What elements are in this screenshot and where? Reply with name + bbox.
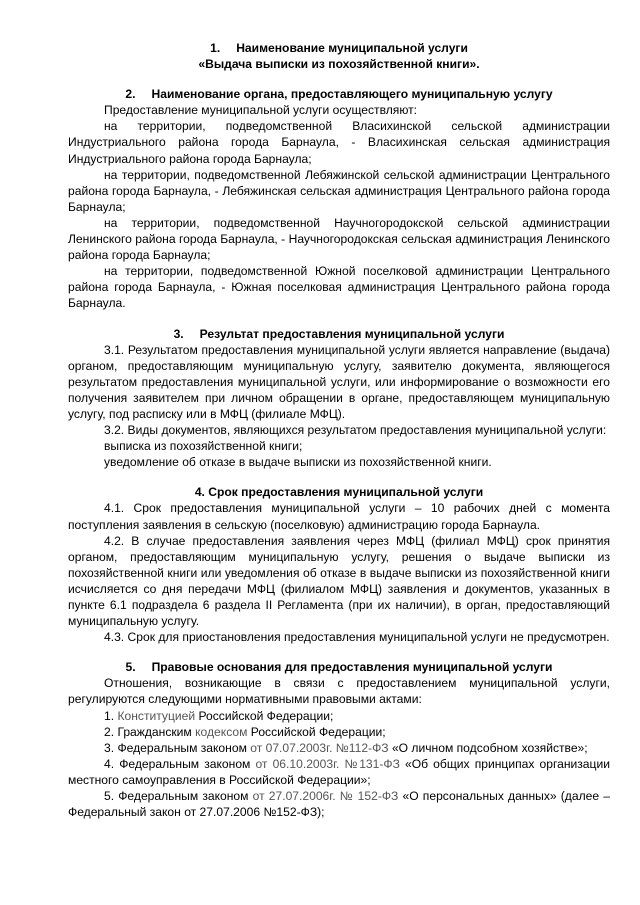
section-3-title: Результат предоставления муниципальной услуги: [199, 326, 505, 341]
result-document-item: уведомление об отказе в выдаче выписки из похозяйственной книги.: [104, 455, 492, 470]
legal-act-item: 5. Федеральным законом от 27.07.2006г. № 152-ФЗ «О персональных данных» (далее – Федеральный закон от 27.07.2006 №152-ФЗ);: [68, 789, 610, 820]
service-name: «Выдача выписки из похозяйственной книги».: [198, 57, 480, 72]
section-2-title: Наименование органа, предоставляющего муниципальную услугу: [151, 87, 553, 102]
law-152-link[interactable]: от 27.07.2006г. № 152-ФЗ: [252, 789, 399, 804]
paragraph-4-3: 4.3. Срок для приостановления предоставления муниципальной услуги не предусмотрен.: [104, 630, 610, 645]
section-1-title: Наименование муниципальной услуги: [236, 41, 468, 55]
section-3-number: 3.: [173, 326, 184, 341]
law-131-link[interactable]: от 06.10.2003г. №131-ФЗ: [255, 756, 400, 771]
document-page: [68, 40, 610, 820]
paragraph-4-1: 4.1. Срок предоставления муниципальной услуги – 10 рабочих дней с момента поступления заявления в сельскую (поселковую) администрацию города Барнаула.: [68, 501, 610, 532]
section-1-heading: [68, 40, 610, 56]
paragraph-3-1: 3.1. Результатом предоставления муниципальной услуги является направление (выдача) органом, предоставляющим муниципальную услугу, заявителю документа, являющегося результатом предоставления муниципальной услуги, или информирование о возможности его получения заявителем при личном обращении в органе, предоставляющем муниципальную услугу, под расписку или в МФЦ (филиале МФЦ).: [68, 342, 610, 421]
section-5-title: Правовые основания для предоставления муниципальной услуги: [151, 660, 553, 675]
legal-act-item: 4. Федеральным законом от 06.10.2003г. №131-ФЗ «Об общих принципах организации местного самоуправления в Российской Федерации»;: [68, 756, 610, 787]
section-2-intro: Предоставление муниципальной услуги осуществляют:: [104, 103, 418, 118]
law-112-link[interactable]: от 07.07.2003г. №112-ФЗ: [250, 740, 389, 755]
section-2-item: на территории, подведомственной Южной поселковой администрации Центрального района города Барнаула, - Южная поселковая администрация Центрального района города Барнаула.: [68, 264, 610, 311]
paragraph-3-2: 3.2. Виды документов, являющихся результатом предоставления муниципальной услуги:: [104, 423, 607, 438]
section-5-intro: Отношения, возникающие в связи с предоставлением муниципальной услуги, регулируются следующими нормативными правовыми актами:: [68, 676, 610, 707]
legal-act-item: 2. Гражданским кодексом Российской Федерации;: [104, 724, 386, 739]
section-2-heading: [68, 86, 610, 102]
section-1-number: 1.: [210, 41, 221, 55]
section-2-item: на территории, подведомственной Научногородокской сельской администрации Ленинского района города Барнаула, - Научногородокская сельская администрация Ленинского района города Барнаула;: [68, 215, 610, 263]
section-4-heading: 4. Срок предоставления муниципальной услуги: [194, 485, 484, 500]
section-3-heading: [68, 326, 610, 342]
section-2-item: на территории, подведомственной Лебяжинской сельской администрации Центрального района города Барнаула, - Лебяжинская сельская администрация Центрального района города Барнаула;: [68, 167, 610, 214]
constitution-link[interactable]: Конституцией: [117, 708, 196, 723]
legal-act-item: 1. Конституцией Российской Федерации;: [104, 708, 334, 723]
legal-act-item: 3. Федеральным законом от 07.07.2003г. №112-ФЗ «О личном подсобном хозяйстве»;: [104, 740, 588, 755]
section-2-number: 2.: [125, 87, 136, 102]
result-document-item: выписка из похозяйственной книги;: [104, 439, 303, 454]
civil-code-link[interactable]: кодексом: [195, 724, 248, 739]
section-2-item: на территории, подведомственной Власихинской сельской администрации Индустриального района города Барнаула, - Власихинская сельская администрация Индустриального района города Барнаула;: [68, 119, 610, 166]
section-5-number: 5.: [125, 660, 136, 675]
paragraph-4-2: 4.2. В случае предоставления заявления через МФЦ (филиал МФЦ) срок принятия органом, предоставляющим муниципальную услугу, решения о выдаче выписки из похозяйственной книги или уведомления об отказе в выдаче выписки из похозяйственной книги исчисляется со дня передачи МФЦ (филиалом МФЦ) заявления и документов, указанных в пункте 6.1 подраздела 6 раздела II Регламента (при их наличии), в орган, предоставляющий муниципальную услугу.: [68, 533, 610, 629]
section-5-heading: [68, 659, 610, 675]
